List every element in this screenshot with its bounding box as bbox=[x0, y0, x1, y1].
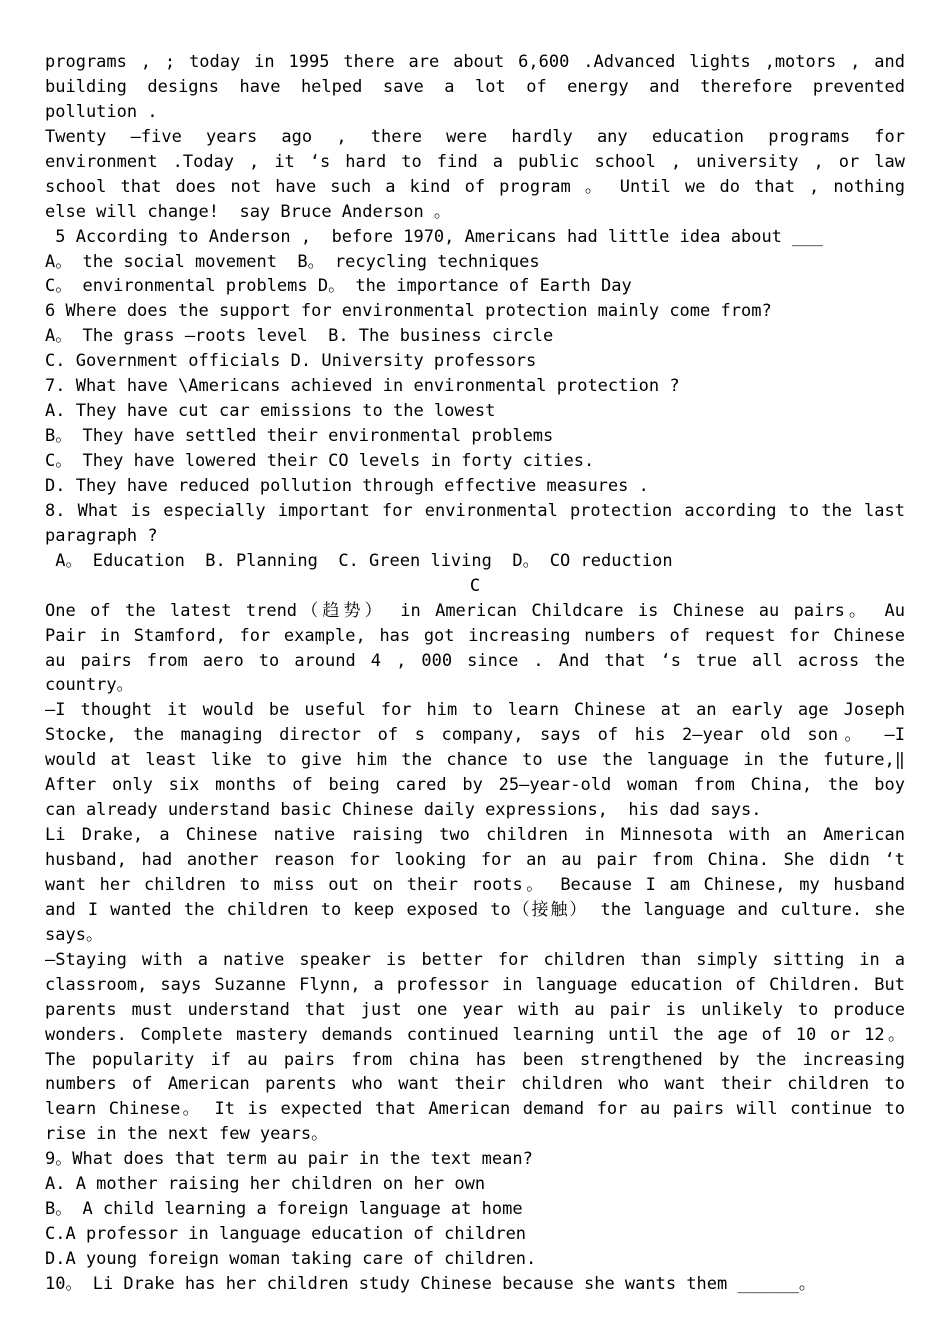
text-line: says。 bbox=[45, 924, 103, 945]
text-line: C. Government officials D. University professors bbox=[45, 351, 537, 372]
text-line: 10。 Li Drake has her children study Chinese because she wants them ______。 bbox=[45, 1273, 816, 1294]
text-line: Pair in Stamford, for example, has got increasing numbers of request for Chinese bbox=[45, 625, 905, 646]
text-line: B。 They have settled their environmental problems bbox=[45, 426, 554, 447]
text-line: Stocke, the managing director of s company, says of his 2—year old son。 —I bbox=[45, 725, 905, 746]
text-line: 9。What does that term au pair in the text mean? bbox=[45, 1149, 533, 1170]
text-line: 7. What have \Americans achieved in environmental protection ? bbox=[45, 376, 680, 397]
text-line: can already understand basic Chinese daily expressions, his dad says. bbox=[45, 800, 762, 821]
text-line: paragraph ? bbox=[45, 525, 158, 546]
text-line: D.A young foreign woman taking care of children. bbox=[45, 1249, 537, 1269]
text-line: Twenty –five years ago , there were hardly any education programs for bbox=[45, 126, 905, 147]
text-line: B。 A child learning a foreign language at home bbox=[45, 1199, 523, 1220]
text-line: A. A mother raising her children on her own bbox=[45, 1174, 486, 1195]
text-line: After only six months of being cared by 25—year-old woman from China, the boy bbox=[45, 775, 905, 796]
text-line: and I wanted the children to keep exposed to（接触） the language and culture. she bbox=[45, 899, 905, 920]
text-line: husband, had another reason for looking for an au pair from China. She didn ‘t bbox=[45, 850, 905, 870]
text-line: would at least like to give him the chance to use the language in the future,‖ bbox=[45, 750, 905, 771]
text-line: 8. What is especially important for environmental protection according to the last bbox=[45, 500, 905, 521]
text-line: rise in the next few years。 bbox=[45, 1124, 329, 1145]
text-line: C。 They have lowered their CO levels in forty cities. bbox=[45, 451, 595, 471]
text-line: want her children to miss out on their roots。 Because I am Chinese, my husband bbox=[45, 874, 905, 895]
text-line: au pairs from aero to around 4 , 000 since . And that ‘s true all across the bbox=[45, 650, 905, 671]
text-line: pollution . bbox=[45, 101, 158, 122]
text-line: programs , ; today in 1995 there are about 6,600 .Advanced lights ,motors , and bbox=[45, 52, 905, 72]
text-line: numbers of American parents who want their children who want their children to bbox=[45, 1074, 905, 1095]
text-line: —I thought it would be useful for him to learn Chinese at an early age Joseph bbox=[45, 700, 905, 721]
text-line: D. They have reduced pollution through effective measures . bbox=[45, 475, 649, 496]
text-line: environment .Today , it ‘s hard to find a public school , university , or law bbox=[45, 151, 905, 172]
text-line: C.A professor in language education of children bbox=[45, 1224, 527, 1245]
text-line: learn Chinese。 It is expected that American demand for au pairs will continue to bbox=[45, 1099, 905, 1120]
text-line: 5 According to Anderson , before 1970, Americans had little idea about ___ bbox=[45, 226, 823, 247]
text-line: school that does not have such a kind of program 。 Until we do that , nothing bbox=[45, 176, 905, 197]
text-line: —Staying with a native speaker is better for children than simply sitting in a bbox=[45, 949, 905, 970]
text-line: parents must understand that just one year with au pair is unlikely to produce bbox=[45, 999, 905, 1020]
text-line: classroom, says Suzanne Flynn, a professor in language education of Children. But bbox=[45, 974, 905, 995]
text-line: country。 bbox=[45, 675, 134, 696]
text-line: A。 The grass –roots level B. The business circle bbox=[45, 326, 554, 347]
text-line: A。 the social movement B。 recycling techniques bbox=[45, 251, 540, 272]
text-line: wonders. Complete mastery demands continued learning until the age of 10 or 12。 bbox=[45, 1024, 905, 1045]
text-line: The popularity if au pairs from china has been strengthened by the increasing bbox=[45, 1049, 905, 1070]
text-line: building designs have helped save a lot of energy and therefore prevented bbox=[45, 76, 905, 97]
text-line: Li Drake, a Chinese native raising two children in Minnesota with an American bbox=[45, 825, 905, 846]
text-line: else will change! say Bruce Anderson 。 bbox=[45, 201, 451, 222]
text-line: A. They have cut car emissions to the lowest bbox=[45, 401, 496, 422]
document-page bbox=[45, 50, 905, 1297]
text-line: 6 Where does the support for environmental protection mainly come from? bbox=[45, 301, 772, 322]
section-heading: C bbox=[469, 575, 481, 596]
text-line: A。 Education B. Planning C. Green living D。 CO reduction bbox=[45, 550, 673, 571]
text-line: One of the latest trend（趋势） in American Childcare is Chinese au pairs。 Au bbox=[45, 600, 905, 621]
text-line: C。 environmental problems D。 the importance of Earth Day bbox=[45, 276, 632, 297]
